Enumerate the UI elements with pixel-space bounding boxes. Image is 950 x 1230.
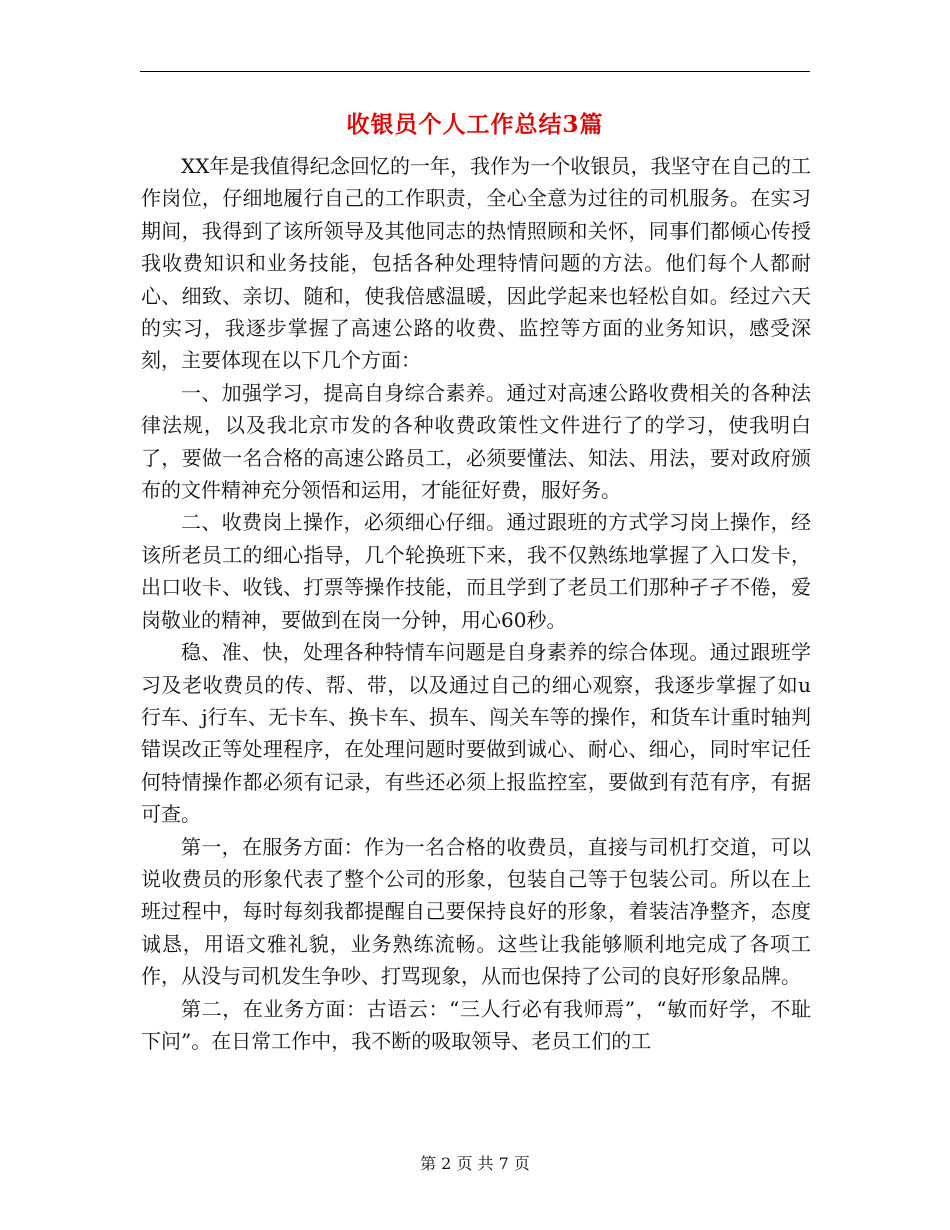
paragraph-business: 第二，在业务方面：古语云：“三人行必有我师焉”，“敏而好学，不耻下问”。在日常工作中，我不断的吸取领导、老员工们的工: [141, 996, 811, 1053]
paragraph-operation: 二、收费岗上操作，必须细心仔细。通过跟班的方式学习岗上操作，经该所老员工的细心指导，几个轮换班下来，我不仅熟练地掌握了入口发卡，出口收卡、收钱、打票等操作技能，而且学到了老员工们那种孑孑不倦，爱岗敬业的精神，要做到在岗一分钟，用心60秒。: [141, 510, 811, 632]
paragraph-special-cases: 稳、准、快，处理各种特情车问题是自身素养的综合体现。通过跟班学习及老收费员的传、帮、带，以及通过自己的细心观察，我逐步掌握了如u行车、j行车、无卡车、换卡车、损车、闯关车等的操作，和货车计重时轴判错误改正等处理程序，在处理问题时要做到诚心、耐心、细心，同时牢记任何特情操作都必须有记录，有些还必须上报监控室，要做到有范有序，有据可查。: [141, 640, 811, 827]
paragraph-intro: XX年是我值得纪念回忆的一年，我作为一个收银员，我坚守在自己的工作岗位，仔细地履行自己的工作职责，全心全意为过往的司机服务。在实习期间，我得到了该所领导及其他同志的热情照顾和关怀，同事们都倾心传授我收费知识和业务技能，包括各种处理特情问题的方法。他们每个人都耐心、细致、亲切、随和，使我倍感温暖，因此学起来也轻松自如。经过六天的实习，我逐步掌握了高速公路的收费、监控等方面的业务知识，感受深刻，主要体现在以下几个方面：: [141, 154, 811, 373]
header-rule: [140, 71, 810, 72]
paragraph-study: 一、加强学习，提高自身综合素养。通过对高速公路收费相关的各种法律法规，以及我北京市发的各种收费政策性文件进行了的学习，使我明白了，要做一名合格的高速公路员工，必须要懂法、知法、用法，要对政府颁布的文件精神充分领悟和运用，才能征好费，服好务。: [141, 380, 811, 503]
page-number: 第 2 页 共 7 页: [420, 1154, 530, 1173]
document-title: 收银员个人工作总结3篇: [346, 111, 604, 138]
page-footer: [0, 1152, 950, 1176]
paragraph-service: 第一，在服务方面：作为一名合格的收费员，直接与司机打交道，可以说收费员的形象代表了整个公司的形象，包装自己等于包装公司。所以在上班过程中，每时每刻我都提醒自己要保持良好的形象，着装洁净整齐，态度诚恳，用语文雅礼貌，业务熟练流畅。这些让我能够顺利地完成了各项工作，从没与司机发生争吵、打骂现象，从而也保持了公司的良好形象品牌。: [141, 834, 811, 989]
document-body: [141, 150, 811, 1057]
